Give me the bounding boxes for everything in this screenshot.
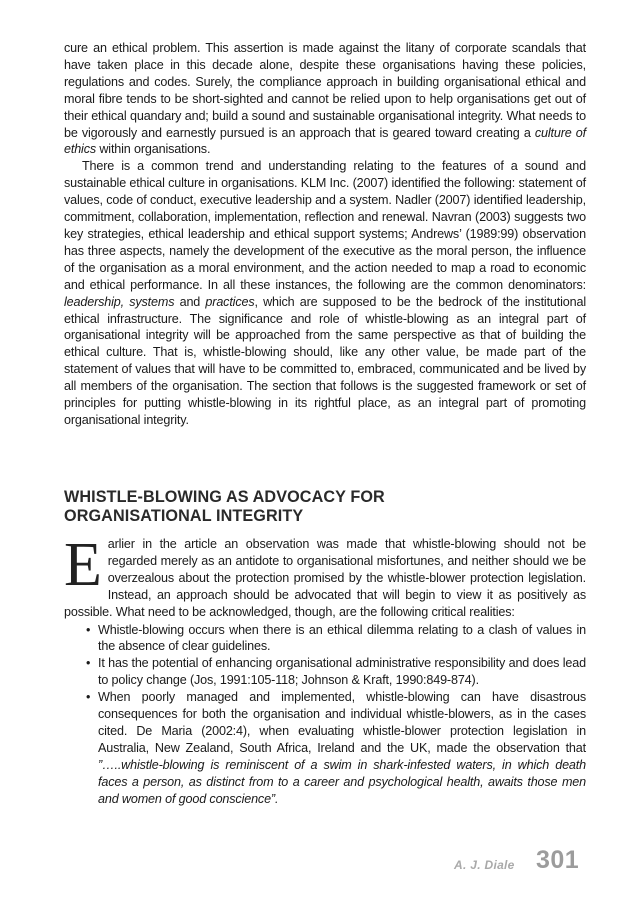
drop-cap: E [64,531,102,599]
bullet-icon: • [86,622,91,637]
section-intro: Earlier in the article an observation was made that whistle-blowing should not be regarded merely as an antidote to organisational misfortunes, and neither should we be overzealous about the protection promised by the whistle-blower protection legislation. Instead, an approach should be advocated that will begin to view it as positively as possible. What need to be acknowledged, though, are the following critical realities: [64,531,586,619]
realities-list [64,622,586,808]
section-heading [64,488,586,525]
section-body [64,531,586,808]
bullet-icon: • [86,690,91,705]
paragraph-1: cure an ethical problem. This assertion is made against the litany of corporate scandals that have taken place in this decade alone, despite these organisations having these policies, regulations and codes. Surely, the compliance approach in building organisational ethical and moral fibre tends to be short-sighted and cannot be relied upon to help organisations get out of their ethical quandary and; build a sound and sustainable organisational integrity. What needs to be vigorously and earnestly pursued is an approach that is geared toward creating a culture of ethics within organisations. [64,41,586,157]
footer-author: A. J. Diale [454,858,515,872]
emphasis-practices: practices [205,294,255,309]
emphasis-culture-of-ethics: culture of ethics [64,125,586,157]
de-maria-quote: ”…..whistle-blowing is reminiscent of a swim in shark-infested waters, in which death faces a person, as distinct from to a career and psychological health, awaits those men and women of good conscience”. [98,757,586,806]
list-item: • Whistle-blowing occurs when there is an ethical dilemma relating to a clash of values in the absence of clear guidelines. [86,622,586,654]
section-heading-line-1: WHISTLE-BLOWING AS ADVOCACY FOR [64,488,385,506]
list-item: • When poorly managed and implemented, whistle-blowing can have disastrous consequences for both the organisation and individual whistle-blowers, as in the cases cited. De Maria (2002:4), when evaluating whistle-blower protection legislation in Australia, New Zealand, South Africa, Ireland and the UK, made the observation that ”…..whistle-blowing is reminiscent of a swim in shark-infested waters, in which death faces a person, as distinct from to a career and psychological health, awaits those men and women of good conscience”. [86,690,586,806]
emphasis-leadership-systems: leadership, systems [64,294,175,309]
bullet-icon: • [86,656,91,671]
list-item: • It has the potential of enhancing organisational administrative responsibility and does lead to policy change (Jos, 1991:105-118; Johnson & Kraft, 1990:849-874). [86,656,586,688]
body-text [64,40,586,429]
page-number: 301 [536,846,580,874]
section-heading-line-2: ORGANISATIONAL INTEGRITY [64,506,304,525]
paragraph-2: There is a common trend and understanding relating to the features of a sound and sustainable ethical culture in organisations. KLM Inc. (2007) identified the following: statement of values, code of conduct, executive leadership and a system. Nadler (2007) identified leadership, commitment, collaboration, implementation, reflection and renewal. Navran (2003) suggests two key strategies, ethical leadership and ethical support systems; Andrews’ (1989:99) observation has three aspects, namely the development of the executive as the moral person, the influence of the organisation as a moral environment, and the action needed to map a road to economic and ethical performance. In all these instances, the following are the common denominators: leadership, systems and practices, which are supposed to be the bedrock of the institutional ethical infrastructure. The significance and role of whistle-blowing as an integral part of organisational integrity will be approached from the same perspective as that of building the ethical culture. That is, whistle-blowing should, like any other value, be made part of the statement of values that will have to be committed to, embraced, communicated and be lived by all members of the organisation. The section that follows is the suggested framework or set of principles for putting whistle-blowing in its rightful place, as an integral part of promoting organisational integrity. [64,159,586,427]
